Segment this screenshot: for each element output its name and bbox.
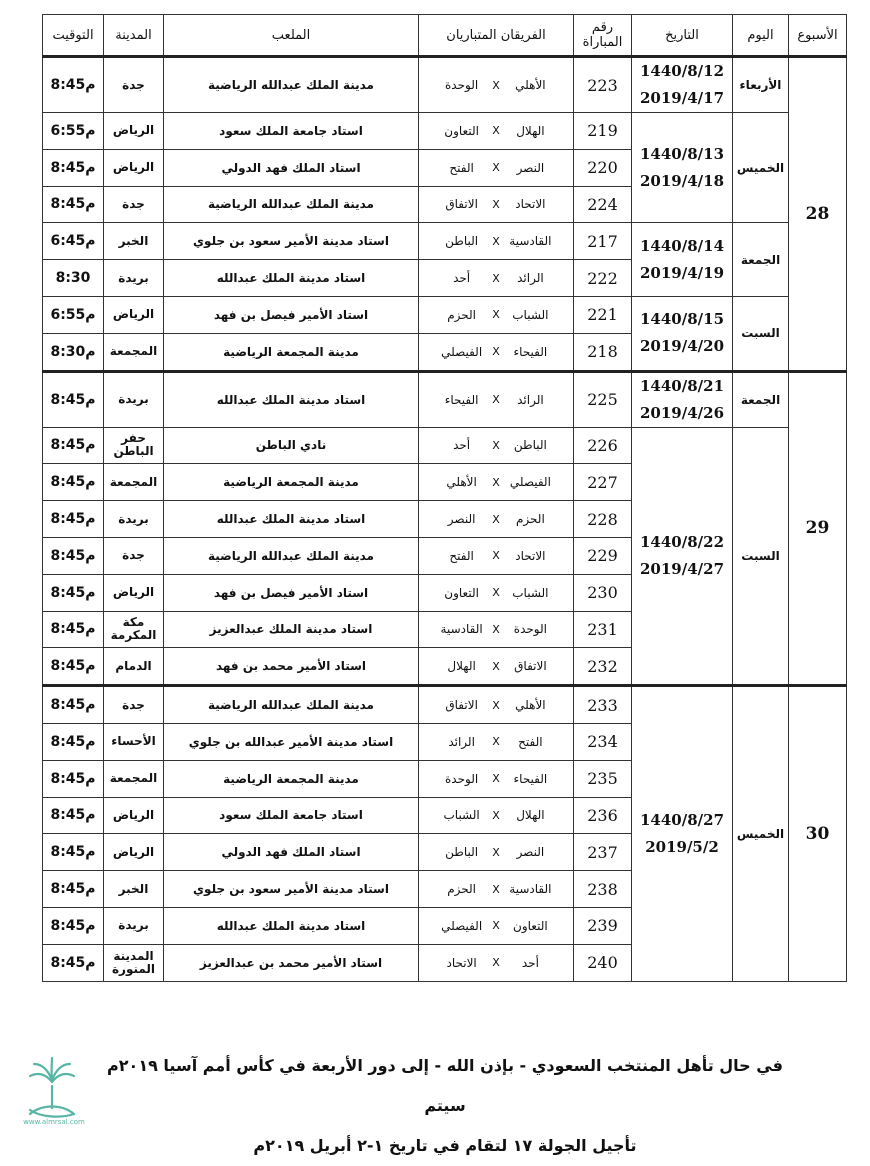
match-teams — [419, 871, 574, 908]
home-team: الاتحاد — [515, 197, 546, 212]
home-team: الأهلي — [515, 78, 546, 92]
match-date — [632, 296, 733, 371]
match-teams — [419, 186, 574, 223]
match-number: 226 — [574, 427, 632, 464]
city-name: الرياض — [104, 113, 164, 150]
away-team: الاتفاق — [445, 197, 478, 212]
home-team: القادسية — [509, 882, 552, 897]
kickoff-time: 8:45م — [43, 871, 104, 908]
city-name: المجمعة — [104, 333, 164, 371]
footer-note — [90, 1046, 800, 1166]
match-teams — [419, 501, 574, 538]
city-name: جدة — [104, 537, 164, 574]
kickoff-time: 8:45م — [43, 574, 104, 611]
kickoff-time: 8:45م — [43, 907, 104, 944]
header-match-number: رقم المباراة — [574, 15, 632, 57]
match-date — [632, 686, 733, 981]
city-name: حفر الباطن — [104, 427, 164, 464]
header-time: التوقيت — [43, 15, 104, 57]
stadium-name: استاد مدينة الأمير عبدالله بن جلوي — [164, 723, 419, 760]
versus-mark: X — [492, 393, 500, 407]
match-teams — [419, 57, 574, 113]
match-teams — [419, 760, 574, 797]
stadium-name: استاد الأمير محمد بن فهد — [164, 648, 419, 686]
table-row — [43, 57, 847, 113]
stadium-name: استاد الملك فهد الدولي — [164, 834, 419, 871]
home-team: التعاون — [513, 918, 548, 933]
match-number: 221 — [574, 296, 632, 333]
home-team: القادسية — [509, 234, 552, 249]
away-team: الهلال — [447, 659, 476, 674]
away-team: الفيحاء — [444, 392, 479, 407]
kickoff-time: 8:45م — [43, 611, 104, 648]
versus-mark: X — [492, 512, 500, 526]
kickoff-time: 6:55م — [43, 113, 104, 150]
match-teams — [419, 944, 574, 981]
match-number: 225 — [574, 371, 632, 427]
header-date: التاريخ — [632, 15, 733, 57]
stadium-name: استاد جامعة الملك سعود — [164, 113, 419, 150]
date-gregorian: 2019/4/27 — [639, 559, 725, 578]
match-teams — [419, 648, 574, 686]
table-row — [43, 427, 847, 464]
kickoff-time: 8:30م — [43, 333, 104, 371]
day-name: السبت — [733, 427, 789, 686]
match-teams — [419, 797, 574, 834]
city-name: جدة — [104, 686, 164, 724]
away-team: الحزم — [447, 882, 477, 897]
versus-mark: X — [492, 271, 500, 285]
logo-caption: www.almrsal.com — [23, 1118, 85, 1126]
day-name: الأربعاء — [733, 57, 789, 113]
city-name: بريدة — [104, 907, 164, 944]
city-name: الرياض — [104, 296, 164, 333]
stadium-name: استاد مدينة الملك عبدالله — [164, 907, 419, 944]
kickoff-time: 8:45م — [43, 57, 104, 113]
match-teams — [419, 723, 574, 760]
match-number: 218 — [574, 333, 632, 371]
match-teams — [419, 296, 574, 333]
stadium-name: نادي الباطن — [164, 427, 419, 464]
home-team: الهلال — [516, 808, 545, 823]
header-stadium: الملعب — [164, 15, 419, 57]
date-hijri: 1440/8/27 — [639, 810, 725, 829]
date-gregorian: 2019/4/18 — [639, 171, 725, 190]
match-number: 236 — [574, 797, 632, 834]
home-team: النصر — [516, 845, 545, 860]
home-team: الرائد — [517, 392, 544, 407]
date-hijri: 1440/8/13 — [639, 144, 725, 163]
away-team: الفيصلي — [441, 918, 483, 933]
home-team: الوحدة — [513, 622, 547, 637]
away-team: الشباب — [443, 808, 480, 823]
date-hijri: 1440/8/14 — [639, 236, 725, 255]
stadium-name: مدينة الملك عبدالله الرياضية — [164, 186, 419, 223]
home-team: الاتحاد — [515, 548, 546, 563]
versus-mark: X — [492, 197, 500, 211]
versus-mark: X — [492, 475, 500, 489]
home-team: الشباب — [512, 585, 549, 600]
away-team: الفيصلي — [441, 344, 483, 359]
away-team: الحزم — [447, 307, 477, 322]
versus-mark: X — [492, 622, 500, 636]
stadium-name: مدينة المجمعة الرياضية — [164, 760, 419, 797]
versus-mark: X — [492, 438, 500, 452]
kickoff-time: 8:45م — [43, 760, 104, 797]
away-team: الاتحاد — [446, 955, 477, 970]
away-team: القادسية — [440, 622, 483, 637]
footer-line-1: في حال تأهل المنتخب السعودي - بإذن الله - إلى دور الأربعة في كأس أمم آسيا ٢٠١٩م سيتم — [107, 1056, 783, 1115]
date-hijri: 1440/8/21 — [639, 376, 725, 395]
away-team: التعاون — [444, 123, 479, 138]
home-team: أحد — [521, 955, 539, 970]
match-number: 232 — [574, 648, 632, 686]
versus-mark: X — [492, 586, 500, 600]
stadium-name: استاد مدينة الملك عبدالعزيز — [164, 611, 419, 648]
versus-mark: X — [492, 808, 500, 822]
date-hijri: 1440/8/15 — [639, 310, 725, 329]
match-teams — [419, 907, 574, 944]
versus-mark: X — [492, 772, 500, 786]
city-name: الخبر — [104, 223, 164, 260]
week-number: 28 — [789, 57, 847, 372]
week-number: 29 — [789, 371, 847, 686]
match-teams — [419, 611, 574, 648]
match-teams — [419, 371, 574, 427]
match-number: 240 — [574, 944, 632, 981]
city-name: بريدة — [104, 260, 164, 297]
match-teams — [419, 834, 574, 871]
table-row — [43, 371, 847, 427]
match-number: 235 — [574, 760, 632, 797]
versus-mark: X — [492, 234, 500, 248]
day-name: الخميس — [733, 113, 789, 223]
match-number: 237 — [574, 834, 632, 871]
date-hijri: 1440/8/22 — [639, 532, 725, 551]
home-team: الشباب — [512, 307, 549, 322]
schedule-body — [43, 57, 847, 982]
header-day: اليوم — [733, 15, 789, 57]
kickoff-time: 8:45م — [43, 464, 104, 501]
city-name: المجمعة — [104, 760, 164, 797]
match-teams — [419, 574, 574, 611]
kickoff-time: 8:45م — [43, 834, 104, 871]
match-number: 217 — [574, 223, 632, 260]
match-date — [632, 223, 733, 297]
kickoff-time: 8:45م — [43, 648, 104, 686]
kickoff-time: 8:45م — [43, 371, 104, 427]
away-team: الوحدة — [445, 771, 479, 786]
match-date — [632, 113, 733, 223]
palm-swords-emblem-icon — [16, 1052, 88, 1124]
match-number: 227 — [574, 464, 632, 501]
city-name: مكة المكرمة — [104, 611, 164, 648]
stadium-name: استاد مدينة الأمير سعود بن جلوي — [164, 223, 419, 260]
date-gregorian: 2019/5/2 — [645, 837, 719, 856]
away-team: الباطن — [445, 234, 479, 249]
city-name: الرياض — [104, 797, 164, 834]
kickoff-time: 8:45م — [43, 944, 104, 981]
kickoff-time: 8:45م — [43, 686, 104, 724]
match-number: 234 — [574, 723, 632, 760]
schedule-table — [42, 14, 847, 982]
table-row — [43, 223, 847, 260]
city-name: جدة — [104, 186, 164, 223]
kickoff-time: 8:45م — [43, 797, 104, 834]
kickoff-time: 8:45م — [43, 427, 104, 464]
stadium-name: استاد مدينة الملك عبدالله — [164, 371, 419, 427]
match-teams — [419, 333, 574, 371]
match-date — [632, 371, 733, 427]
home-team: الرائد — [517, 271, 544, 286]
match-teams — [419, 149, 574, 186]
versus-mark: X — [492, 345, 500, 359]
versus-mark: X — [492, 882, 500, 896]
versus-mark: X — [492, 659, 500, 673]
home-team: الفتح — [518, 734, 543, 749]
city-name: بريدة — [104, 501, 164, 538]
match-date — [632, 427, 733, 686]
match-number: 224 — [574, 186, 632, 223]
match-teams — [419, 113, 574, 150]
day-name: الجمعة — [733, 371, 789, 427]
kickoff-time: 8:30 — [43, 260, 104, 297]
match-teams — [419, 223, 574, 260]
city-name: الرياض — [104, 149, 164, 186]
table-row — [43, 113, 847, 150]
versus-mark: X — [492, 78, 500, 92]
match-teams — [419, 686, 574, 724]
city-name: جدة — [104, 57, 164, 113]
stadium-name: مدينة المجمعة الرياضية — [164, 464, 419, 501]
away-team: الأهلي — [446, 475, 477, 490]
match-teams — [419, 427, 574, 464]
kickoff-time: 6:45م — [43, 223, 104, 260]
week-number: 30 — [789, 686, 847, 981]
stadium-name: استاد مدينة الأمير سعود بن جلوي — [164, 871, 419, 908]
city-name: المدينة المنورة — [104, 944, 164, 981]
stadium-name: مدينة الملك عبدالله الرياضية — [164, 686, 419, 724]
away-team: الاتفاق — [445, 698, 478, 713]
versus-mark: X — [492, 735, 500, 749]
city-name: المجمعة — [104, 464, 164, 501]
match-teams — [419, 537, 574, 574]
city-name: الدمام — [104, 648, 164, 686]
home-team: الفيحاء — [513, 344, 548, 359]
versus-mark: X — [492, 845, 500, 859]
footer-line-2: تأجيل الجولة ١٧ لتقام في تاريخ ١-٢ أبريل ٢٠١٩م — [253, 1136, 637, 1155]
header-row — [43, 15, 847, 57]
kickoff-time: 8:45م — [43, 723, 104, 760]
home-team: الاتفاق — [514, 659, 547, 674]
away-team: أحد — [453, 438, 471, 453]
match-number: 238 — [574, 871, 632, 908]
match-number: 231 — [574, 611, 632, 648]
city-name: الخبر — [104, 871, 164, 908]
home-team: الهلال — [516, 123, 545, 138]
day-name: الخميس — [733, 686, 789, 981]
home-team: الباطن — [513, 438, 547, 453]
home-team: الأهلي — [515, 698, 546, 713]
home-team: النصر — [516, 160, 545, 175]
match-number: 223 — [574, 57, 632, 113]
away-team: النصر — [447, 512, 476, 527]
stadium-name: استاد مدينة الملك عبدالله — [164, 260, 419, 297]
away-team: الرائد — [448, 734, 475, 749]
versus-mark: X — [492, 956, 500, 970]
match-number: 228 — [574, 501, 632, 538]
stadium-name: مدينة الملك عبدالله الرياضية — [164, 537, 419, 574]
kickoff-time: 8:45م — [43, 149, 104, 186]
stadium-name: استاد الملك فهد الدولي — [164, 149, 419, 186]
kickoff-time: 6:55م — [43, 296, 104, 333]
home-team: الفيحاء — [513, 771, 548, 786]
stadium-name: استاد مدينة الملك عبدالله — [164, 501, 419, 538]
date-hijri: 1440/8/12 — [639, 62, 725, 80]
versus-mark: X — [492, 161, 500, 175]
away-team: الفتح — [449, 160, 474, 175]
stadium-name: استاد الأمير فيصل بن فهد — [164, 574, 419, 611]
away-team: التعاون — [444, 585, 479, 600]
match-number: 229 — [574, 537, 632, 574]
away-team: أحد — [453, 271, 471, 286]
date-gregorian: 2019/4/19 — [639, 263, 725, 282]
table-row — [43, 296, 847, 333]
match-number: 233 — [574, 686, 632, 724]
match-number: 220 — [574, 149, 632, 186]
versus-mark: X — [492, 919, 500, 933]
stadium-name: مدينة المجمعة الرياضية — [164, 333, 419, 371]
match-number: 219 — [574, 113, 632, 150]
date-gregorian: 2019/4/17 — [639, 89, 725, 107]
match-teams — [419, 464, 574, 501]
stadium-name: استاد جامعة الملك سعود — [164, 797, 419, 834]
day-name: السبت — [733, 296, 789, 371]
versus-mark: X — [492, 308, 500, 322]
away-team: الوحدة — [445, 78, 479, 92]
versus-mark: X — [492, 124, 500, 138]
city-name: بريدة — [104, 371, 164, 427]
date-gregorian: 2019/4/20 — [639, 337, 725, 356]
match-number: 230 — [574, 574, 632, 611]
kickoff-time: 8:45م — [43, 537, 104, 574]
match-date — [632, 57, 733, 113]
city-name: الرياض — [104, 574, 164, 611]
versus-mark: X — [492, 698, 500, 712]
away-team: الباطن — [445, 845, 479, 860]
date-gregorian: 2019/4/26 — [639, 403, 725, 422]
header-teams: الفريقان المتباريان — [419, 15, 574, 57]
city-name: الأحساء — [104, 723, 164, 760]
stadium-name: استاد الأمير فيصل بن فهد — [164, 296, 419, 333]
match-number: 239 — [574, 907, 632, 944]
home-team: الحزم — [515, 512, 545, 527]
day-name: الجمعة — [733, 223, 789, 297]
header-city: المدينة — [104, 15, 164, 57]
stadium-name: استاد الأمير محمد بن عبدالعزيز — [164, 944, 419, 981]
table-row — [43, 686, 847, 724]
kickoff-time: 8:45م — [43, 501, 104, 538]
versus-mark: X — [492, 549, 500, 563]
kickoff-time: 8:45م — [43, 186, 104, 223]
away-team: الفتح — [449, 548, 474, 563]
home-team: الفيصلي — [509, 475, 551, 490]
match-teams — [419, 260, 574, 297]
header-week: الأسبوع — [789, 15, 847, 57]
match-number: 222 — [574, 260, 632, 297]
city-name: الرياض — [104, 834, 164, 871]
stadium-name: مدينة الملك عبدالله الرياضية — [164, 57, 419, 113]
